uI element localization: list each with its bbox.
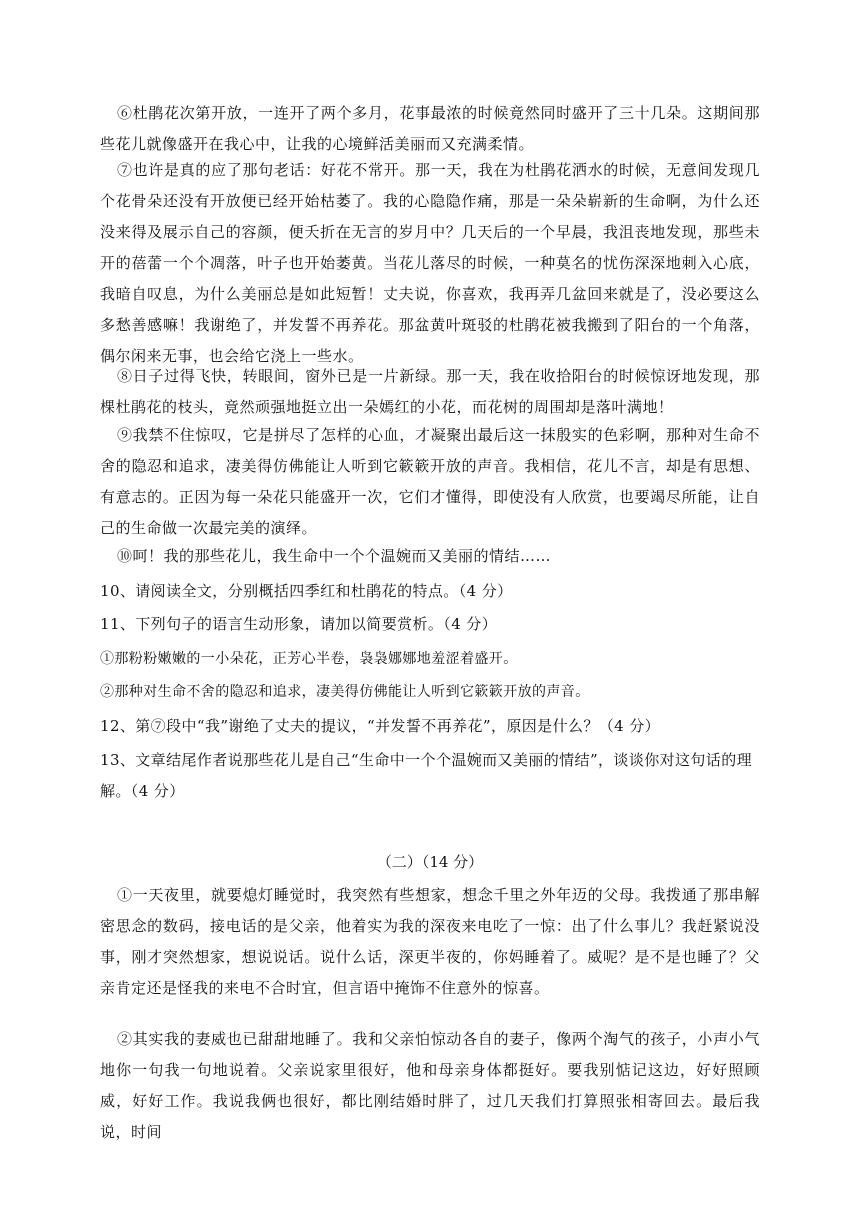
question-13: 13、文章结尾作者说那些花儿是自己“生命中一个个温婉而又美丽的情结”，谈谈你对这句话的理解。（4 分）: [100, 751, 753, 800]
passage-paragraph-7: ⑦也许是真的应了那句老话：好花不常开。那一天，我在为杜鹃花洒水的时候，无意间发现几个花骨朵还没有开放便已经开始枯萎了。我的心隐隐作痛，那是一朵朵崭新的生命啊，为什么还没来得及展示自己的容颜，便夭折在无言的岁月中？几天后的一个早晨，我沮丧地发现，那些未开的蓓蕾一个个凋落，叶子也开始萎黄。当花儿落尽的时候，一种莫名的忧伤深深地刺入心底，我暗自叹息，为什么美丽总是如此短暂！丈夫说，你喜欢，我再弄几盆回来就是了，没必要这么多愁善感嘛！我谢绝了，并发誓不再养花。那盆黄叶斑驳的杜鹃花被我搬到了阳台的一个角落，偶尔闲来无事，也会给它浇上一些水。: [100, 161, 760, 365]
question-11: 11、下列句子的语言生动形象，请加以简要赏析。（4 分）: [100, 615, 498, 633]
question-12: 12、第⑦段中“我”谢绝了丈夫的提议，“并发誓不再养花”，原因是什么？（4 分）: [100, 717, 661, 735]
question-11-sentence-2: ②那种对生命不舍的隐忍和追求，凄美得仿佛能让人听到它簌簌开放的声音。: [100, 684, 590, 700]
question-10: 10、请阅读全文，分别概括四季红和杜鹃花的特点。（4 分）: [100, 582, 513, 600]
section-two-heading: （二）（14 分）: [376, 853, 484, 871]
passage-paragraph-10: ⑩呵！我的那些花儿，我生命中一个个温婉而又美丽的情结……: [117, 547, 552, 565]
section-two-paragraph-2: ②其实我的妻威也已甜甜地睡了。我和父亲怕惊动各自的妻子，像两个淘气的孩子，小声小气地你一句我一句地说着。父亲说家里很好，他和母亲身体都挺好。要我别惦记这边，好好照顾威，好好工作。我说我俩也很好，都比刚结婚时胖了，过几天我们打算照张相寄回去。最后我说，时间: [100, 1030, 760, 1141]
passage-paragraph-6: ⑥杜鹃花次第开放，一连开了两个多月，花事最浓的时候竟然同时盛开了三十几朵。这期间那些花儿就像盛开在我心中，让我的心境鲜活美丽而又充满柔情。: [100, 104, 760, 153]
passage-paragraph-9: ⑨我禁不住惊叹，它是拼尽了怎样的心血，才凝聚出最后这一抹殷实的色彩啊，那种对生命不舍的隐忍和追求，凄美得仿佛能让人听到它簌簌开放的声音。我相信，花儿不言，却是有思想、有意志的。正因为每一朵花只能盛开一次，它们才懂得，即使没有人欣赏，也要竭尽所能，让自己的生命做一次最完美的演绎。: [100, 426, 760, 537]
passage-paragraph-8: ⑧日子过得飞快，转眼间，窗外已是一片新绿。那一天，我在收拾阳台的时候惊讶地发现，那棵杜鹃花的枝头，竟然顽强地挺立出一朵嫣红的小花，而花树的周围却是落叶满地！: [100, 367, 760, 416]
section-two-paragraph-1: ①一天夜里，就要熄灯睡觉时，我突然有些想家，想念千里之外年迈的父母。我拨通了那串解密思念的数码，接电话的是父亲，他着实为我的深夜来电吃了一惊：出了什么事儿？我赶紧说没事，刚才突然想家，想说说话。说什么话，深更半夜的，你妈睡着了。威呢？是不是也睡了？父亲肯定还是怪我的来电不合时宜，但言语中掩饰不住意外的惊喜。: [100, 886, 760, 997]
question-11-sentence-1: ①那粉粉嫩嫩的一小朵花，正芳心半卷，袅袅娜娜地羞涩着盛开。: [100, 651, 518, 667]
